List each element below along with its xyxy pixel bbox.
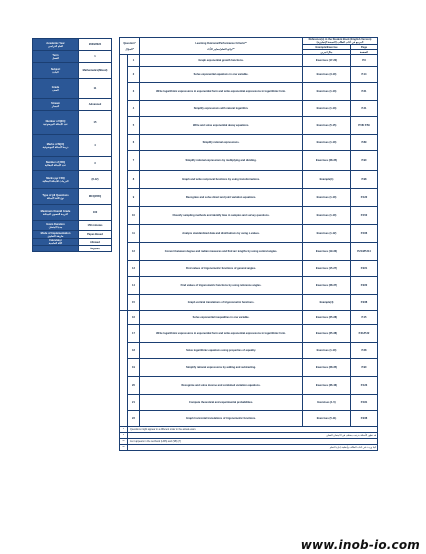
question-number: 17	[128, 325, 140, 343]
site-watermark: www.inob-io.com	[300, 538, 420, 552]
learning-outcome: Simplify rational expressions.	[140, 135, 303, 151]
question-row	[120, 395, 378, 411]
question-row	[120, 359, 378, 377]
exercise-ref: Exercises (5-15)	[303, 117, 351, 135]
question-number: 4	[128, 101, 140, 117]
question-number: 16	[128, 311, 140, 325]
question-number: 6	[128, 135, 140, 151]
info-value: Allowed	[79, 239, 112, 246]
info-label: Grade الصف	[33, 79, 79, 99]
learning-outcome: Graph vertical translations of trigonometric functions.	[140, 295, 303, 311]
exercise-ref: Exercises (3-10)	[303, 67, 351, 83]
exercise-ref: Example(4)	[303, 295, 351, 311]
page-ref: P.21/P.22	[351, 325, 378, 343]
info-value: 2023/2024	[79, 39, 112, 51]
note-mark: *	[120, 427, 128, 433]
info-label: Marks of MCQ درجة الأسئلة الموضوعية	[33, 135, 79, 157]
note-row	[120, 445, 378, 451]
question-row	[120, 171, 378, 189]
question-number: 9	[128, 189, 140, 207]
question-row	[120, 117, 378, 135]
learning-outcome: Simplify rational expressions by multiplying and dividing.	[140, 151, 303, 171]
exercise-ref: Exercises (28-35)	[303, 151, 351, 171]
page-ref: P.21	[351, 83, 378, 101]
learning-outcome: Find values of trigonometric functions of general angles.	[140, 261, 303, 277]
page-ref: P.213/P.214	[351, 243, 378, 261]
page-ref: P.41	[351, 101, 378, 117]
coverage-table	[119, 37, 378, 451]
info-label: Term الفصل	[33, 51, 79, 63]
learning-outcome: Analyze standardized data and distributions by using z-values.	[140, 225, 303, 243]
learning-outcome: Recognize and solve direct and joint variation equations.	[140, 189, 303, 207]
info-value: 100	[79, 205, 112, 221]
example-header: Example/Exercise	[303, 45, 351, 50]
page-ref: P.238	[351, 295, 378, 311]
exercise-ref: Exercises (17-20)	[303, 55, 351, 67]
page-header: Page	[351, 45, 378, 50]
exercise-ref: Exercises (25-28)	[303, 311, 351, 325]
page-ref: P.221	[351, 261, 378, 277]
example-header-ar: مثال/تمرين	[303, 50, 351, 55]
page-ref: P.6	[351, 55, 378, 67]
exercise-ref: Exercises (28-35)	[303, 359, 351, 377]
learning-outcome: Write logarithmic expressions in exponential form and write exponential expressions in logarithmic form.	[140, 325, 303, 343]
learning-outcome: Solve exponential equations in one variable.	[140, 67, 303, 83]
info-row	[33, 171, 112, 189]
question-row	[120, 343, 378, 359]
page-ref: P.166	[351, 225, 378, 243]
info-row	[33, 51, 112, 63]
learning-outcome: Recognize and solve inverse and combined variation equations.	[140, 377, 303, 395]
info-row	[33, 79, 112, 99]
learning-outcome: Solve exponential inequalities in one variable.	[140, 311, 303, 325]
info-row	[33, 135, 112, 157]
question-row	[120, 135, 378, 151]
note-text: كما وردت في كتاب الطالب وأنظمة إدارة التعلم	[128, 445, 378, 451]
page-ref: P.90	[351, 151, 378, 171]
question-number: 3	[128, 83, 140, 101]
info-label: Marks per FRQ الدرجات للأسئلة المقالية	[33, 171, 79, 189]
info-label: Maximum Overall Grade الدرجة القصوى الممكنة	[33, 205, 79, 221]
note-mark: **	[120, 439, 128, 445]
note-mark: *	[120, 433, 128, 439]
question-number: 7	[128, 151, 140, 171]
learning-outcome: Write logarithmic expressions in exponential form and write exponential expressions in logarithmic form.	[140, 83, 303, 101]
question-row	[120, 325, 378, 343]
info-value: 1	[79, 51, 112, 63]
question-row	[120, 311, 378, 325]
info-label: Subject المادة	[33, 63, 79, 79]
question-number: 5	[128, 117, 140, 135]
question-row	[120, 207, 378, 225]
page-ref: P.90	[351, 359, 378, 377]
info-row	[33, 63, 112, 79]
exercise-ref: Exercises (1-10)	[303, 135, 351, 151]
question-number: 18	[128, 343, 140, 359]
exercise-ref: Exercises (1-13)	[303, 83, 351, 101]
page-ref: P.122	[351, 189, 378, 207]
info-label: Academic Year العام الدراسي	[33, 39, 79, 51]
question-number: 13	[128, 261, 140, 277]
info-value: 150 minutes	[79, 221, 112, 231]
question-number: 15	[128, 295, 140, 311]
page-ref: P.222	[351, 277, 378, 295]
page-ref: P.181	[351, 395, 378, 411]
question-number: 8	[128, 171, 140, 189]
question-row	[120, 261, 378, 277]
question-number: 20	[128, 377, 140, 395]
info-value: 3	[79, 157, 112, 171]
question-number: 2	[128, 67, 140, 83]
page-ref: P.152	[351, 207, 378, 225]
info-label: Exam Duration مدة الامتحان	[33, 221, 79, 231]
reference-header: Reference(s) in the Student Book (English Version) المرجع في كتاب الطالب (النسخة الإنجليزية)	[303, 38, 378, 45]
learning-outcome: Find values of trigonometric functions by using reference angles.	[140, 277, 303, 295]
exercise-ref: Example(1)	[303, 171, 351, 189]
info-row	[33, 189, 112, 205]
note-text: قد تظهر الأسئلة بترتيب مختلف في الامتحان الفعلي	[128, 433, 378, 439]
page-ref: P.123	[351, 377, 378, 395]
learning-outcome: Simplify rational expressions by adding and subtracting.	[140, 359, 303, 377]
exercise-ref: Exercises (1-12)	[303, 225, 351, 243]
question-number: 19	[128, 359, 140, 377]
info-label: Number of MCQ عدد الأسئلة الموضوعية	[33, 111, 79, 135]
note-text: Questions might appear in a different order in the actual exam.	[128, 427, 378, 433]
info-row	[33, 39, 112, 51]
learning-outcome: Graph and write reciprocal functions by using transformations.	[140, 171, 303, 189]
page-header-ar: الصفحة	[351, 50, 378, 55]
info-value: مسموحة	[79, 246, 112, 252]
objectives-header: Learning Outcome/Performance Criteria** نواتج التعلم/معايير الأداء**	[140, 38, 303, 55]
page-ref: P.14	[351, 67, 378, 83]
question-number: 14	[128, 277, 140, 295]
question-row	[120, 277, 378, 295]
question-number: 22	[128, 411, 140, 427]
question-row	[120, 411, 378, 427]
question-row	[120, 67, 378, 83]
info-value: Paper-Based	[79, 231, 112, 239]
section-frq	[120, 311, 128, 427]
info-row	[33, 246, 112, 252]
exercise-ref: Exercises (36-46)	[303, 377, 351, 395]
question-row	[120, 225, 378, 243]
info-value: 4	[79, 135, 112, 157]
info-row	[33, 205, 112, 221]
question-number: 12	[128, 243, 140, 261]
info-label: Type of All Questions نوع كافة الأسئلة	[33, 189, 79, 205]
exercise-ref: Exercises (25-38)	[303, 325, 351, 343]
info-value: (8-12)	[79, 171, 112, 189]
info-row	[33, 231, 112, 239]
learning-outcome: Graph horizontal translations of trigonometric functions.	[140, 411, 303, 427]
question-row	[120, 243, 378, 261]
exercise-ref: Exercises (1-13)	[303, 101, 351, 117]
learning-outcome: Classify sampling methods and identify bias in samples and survey questions.	[140, 207, 303, 225]
info-row	[33, 99, 112, 111]
exercise-ref: Exercises (1-10)	[303, 207, 351, 225]
info-value: Mathematics(Mixed)	[79, 63, 112, 79]
learning-outcome: Graph exponential growth functions.	[140, 55, 303, 67]
question-row	[120, 151, 378, 171]
page-ref: P.58/ P.59	[351, 117, 378, 135]
exercise-ref: Exercises (1-5)	[303, 395, 351, 411]
info-label: Number of FRQ عدد الأسئلة المقالية	[33, 157, 79, 171]
learning-outcome: Write and solve exponential decay equations.	[140, 117, 303, 135]
exercise-ref: Exercises (15-27)	[303, 261, 351, 277]
info-label: Calculator الآلة الحاسبة	[33, 239, 79, 246]
question-number: 11	[128, 225, 140, 243]
question-row	[120, 83, 378, 101]
question-row	[120, 377, 378, 395]
note-text: As it appears in the textbook (LMS) and (SB) (?)	[128, 439, 378, 445]
question-row	[120, 189, 378, 207]
page-ref: P.98	[351, 171, 378, 189]
page-ref: P.89	[351, 135, 378, 151]
info-label: Stream المسار	[33, 99, 79, 111]
exercise-ref: Exercises (5-11)	[303, 411, 351, 427]
info-row	[33, 157, 112, 171]
exam-info-table	[32, 38, 112, 252]
info-label: Mode of Implementation طريقة التطبيق	[33, 231, 79, 239]
info-value: MCQ/FRQ	[79, 189, 112, 205]
info-row	[33, 221, 112, 231]
info-row	[33, 239, 112, 246]
learning-outcome: Convert between degree and radian measures and find arc lengths by using central angles.	[140, 243, 303, 261]
learning-outcome: Simplify expressions with natural logarithm.	[140, 101, 303, 117]
exercise-ref: Exercises (19-33)	[303, 243, 351, 261]
info-row	[33, 111, 112, 135]
learning-outcome: Compute theoretical and experimental probabilities.	[140, 395, 303, 411]
info-label	[33, 246, 79, 252]
page-ref: P.15	[351, 311, 378, 325]
exercise-ref: Exercises (1-10)	[303, 343, 351, 359]
section-mcq	[120, 55, 128, 311]
note-mark: **	[120, 445, 128, 451]
page-ref: P.238	[351, 411, 378, 427]
question-row	[120, 295, 378, 311]
question-row	[120, 101, 378, 117]
info-value: Advanced	[79, 99, 112, 111]
exercise-ref: Exercises (1-10)	[303, 189, 351, 207]
page-ref: P.28	[351, 343, 378, 359]
learning-outcome: Solve logarithmic equations using properties of equality.	[140, 343, 303, 359]
question-number: 10	[128, 207, 140, 225]
question-number: 21	[128, 395, 140, 411]
info-value: 11	[79, 79, 112, 99]
exercise-ref: Exercises (28-37)	[303, 277, 351, 295]
info-value: 15	[79, 111, 112, 135]
question-header: Question* السؤال*	[120, 38, 140, 55]
header-row	[120, 38, 378, 45]
question-number: 1	[128, 55, 140, 67]
question-row	[120, 55, 378, 67]
